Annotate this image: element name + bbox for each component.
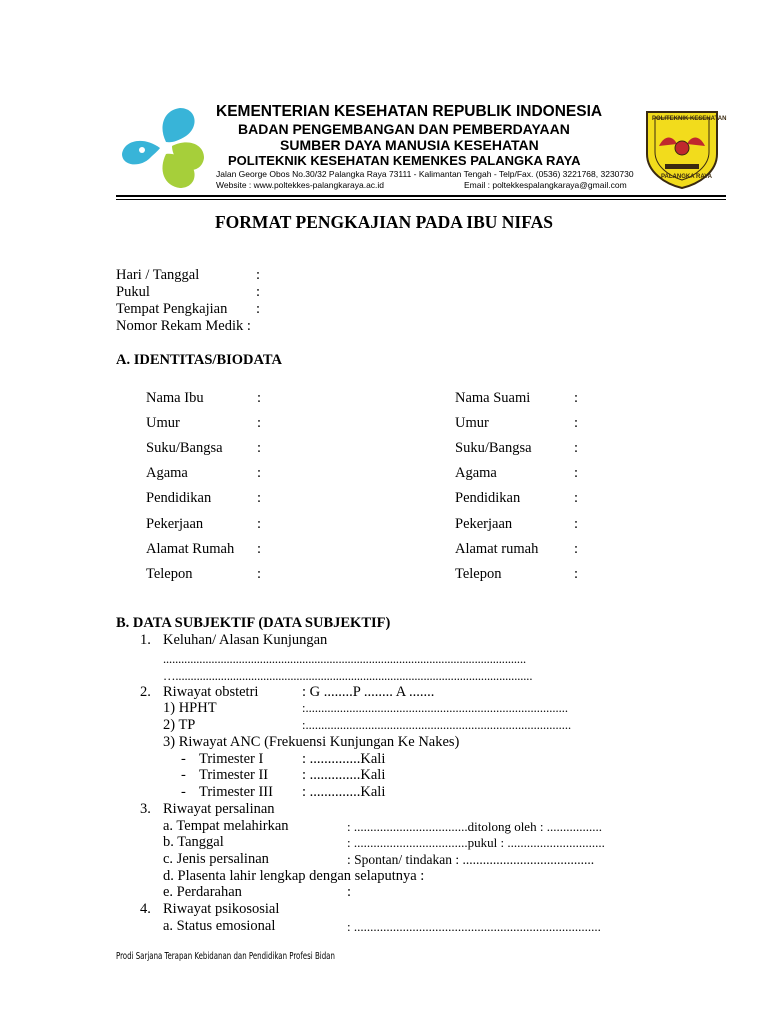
identity-sep: : xyxy=(257,566,262,582)
intro-sep: : xyxy=(256,284,261,300)
complaint-dots-2: …...................................................................................................................... xyxy=(163,669,533,683)
obstetric-history-label: Riwayat obstetri xyxy=(163,684,259,700)
birthplace-value: : ...................................ditolong oleh : ................. xyxy=(347,819,602,834)
identity-label-right: Pendidikan xyxy=(455,490,521,506)
intro-sep: : xyxy=(256,267,261,283)
date-value: : ...................................pukul : .............................. xyxy=(347,835,605,850)
trimester-label: Trimester III xyxy=(199,784,273,800)
complaint-label: Keluhan/ Alasan Kunjungan xyxy=(163,632,328,648)
item-number: 3. xyxy=(140,801,151,817)
psychosocial-label: Riwayat psikososial xyxy=(163,901,280,917)
identity-label-left: Suku/Bangsa xyxy=(146,440,223,456)
ministry-name: KEMENTERIAN KESEHATAN REPUBLIK INDONESIA xyxy=(216,103,603,120)
identity-sep: : xyxy=(257,415,262,431)
identity-sep: : xyxy=(257,390,262,406)
birthplace-label: a. Tempat melahirkan xyxy=(163,818,289,834)
obstetric-history-value: : G ........P ........ A ....... xyxy=(302,684,435,700)
tp-value: :..................................................................................... xyxy=(302,718,572,732)
trimester-dash: - xyxy=(181,784,186,800)
placenta-label: d. Plasenta lahir lengkap dengan selaputnya : xyxy=(163,868,425,884)
email: Email : poltekkespalangkaraya@gmail.com xyxy=(464,180,627,190)
identity-label-left: Pekerjaan xyxy=(146,516,204,532)
identity-sep: : xyxy=(574,415,579,431)
intro-label: Tempat Pengkajian xyxy=(116,301,228,317)
emotional-status-label: a. Status emosional xyxy=(163,918,276,934)
trimester-value: : ..............Kali xyxy=(302,767,386,783)
intro-sep: : xyxy=(256,301,261,317)
identity-label-right: Umur xyxy=(455,415,489,431)
identity-label-left: Nama Ibu xyxy=(146,390,204,406)
page-footer: Prodi Sarjana Terapan Kebidanan dan Pendidikan Profesi Bidan xyxy=(116,951,335,962)
identity-sep: : xyxy=(574,541,579,557)
hpht-label: 1) HPHT xyxy=(163,700,217,716)
bleeding-label: e. Perdarahan xyxy=(163,884,242,900)
identity-sep: : xyxy=(574,440,579,456)
date-label: b. Tanggal xyxy=(163,834,224,850)
section-b-heading: B. DATA SUBJEKTIF (DATA SUBJEKTIF) xyxy=(116,615,391,631)
document-title: FORMAT PENGKAJIAN PADA IBU NIFAS xyxy=(214,212,554,232)
identity-label-left: Telepon xyxy=(146,566,193,582)
complaint-dots-1: ........................................................................................................................ xyxy=(163,652,527,666)
identity-label-left: Agama xyxy=(146,465,188,481)
identity-sep: : xyxy=(257,440,262,456)
seal-text-bottom: PALANGKA RAYA xyxy=(661,174,712,180)
agency-name: BADAN PENGEMBANGAN DAN PEMBERDAYAAN xyxy=(238,121,570,137)
header-rule-thin xyxy=(116,199,726,200)
delivery-type-label: c. Jenis persalinan xyxy=(163,851,269,867)
identity-sep: : xyxy=(574,490,579,506)
item-number: 2. xyxy=(140,684,151,700)
identity-sep: : xyxy=(257,516,262,532)
identity-label-right: Alamat rumah xyxy=(455,541,539,557)
identity-label-left: Pendidikan xyxy=(146,490,212,506)
identity-label-left: Alamat Rumah xyxy=(146,541,235,557)
anc-history-label: 3) Riwayat ANC (Frekuensi Kunjungan Ke Nakes) xyxy=(163,734,460,750)
header-rule-thick xyxy=(116,195,726,197)
address: Jalan George Obos No.30/32 Palangka Raya 73111 - Kalimantan Tengah - Telp/Fax. (0536) 3221768, 3230730 xyxy=(216,169,634,179)
trimester-value: : ..............Kali xyxy=(302,751,386,767)
ministry-logo-icon xyxy=(114,104,206,192)
intro-label: Pukul xyxy=(116,284,150,300)
identity-label-left: Umur xyxy=(146,415,180,431)
identity-sep: : xyxy=(574,516,579,532)
item-number: 1. xyxy=(140,632,151,648)
item-number: 4. xyxy=(140,901,151,917)
identity-label-right: Agama xyxy=(455,465,497,481)
identity-sep: : xyxy=(257,490,262,506)
identity-sep: : xyxy=(574,566,579,582)
identity-label-right: Nama Suami xyxy=(455,390,531,406)
identity-label-right: Telepon xyxy=(455,566,502,582)
identity-sep: : xyxy=(257,541,262,557)
website: Website : www.poltekkes-palangkaraya.ac.id xyxy=(216,180,385,190)
emotional-status-value: : ............................................................................ xyxy=(347,919,601,934)
delivery-type-value: : Spontan/ tindakan : ....................................... xyxy=(347,852,595,867)
trimester-dash: - xyxy=(181,767,186,783)
intro-label: Nomor Rekam Medik : xyxy=(116,318,251,334)
trimester-dash: - xyxy=(181,751,186,767)
seal-text-top: POLITEKNIK KESEHATAN xyxy=(652,116,727,122)
identity-label-right: Suku/Bangsa xyxy=(455,440,532,456)
identity-sep: : xyxy=(574,390,579,406)
tp-label: 2) TP xyxy=(163,717,196,733)
agency-name-2: SUMBER DAYA MANUSIA KESEHATAN xyxy=(280,137,539,153)
trimester-value: : ..............Kali xyxy=(302,784,386,800)
trimester-label: Trimester II xyxy=(199,767,269,783)
identity-sep: : xyxy=(574,465,579,481)
bleeding-sep: : xyxy=(347,884,352,900)
delivery-history-label: Riwayat persalinan xyxy=(163,801,275,817)
identity-label-right: Pekerjaan xyxy=(455,516,513,532)
institution-name: POLITEKNIK KESEHATAN KEMENKES PALANGKA RAYA xyxy=(228,153,581,168)
hpht-value: :.................................................................................... xyxy=(302,701,568,715)
intro-label: Hari / Tanggal xyxy=(116,267,200,283)
identity-sep: : xyxy=(257,465,262,481)
section-a-heading: A. IDENTITAS/BIODATA xyxy=(116,352,282,368)
trimester-label: Trimester I xyxy=(199,751,264,767)
